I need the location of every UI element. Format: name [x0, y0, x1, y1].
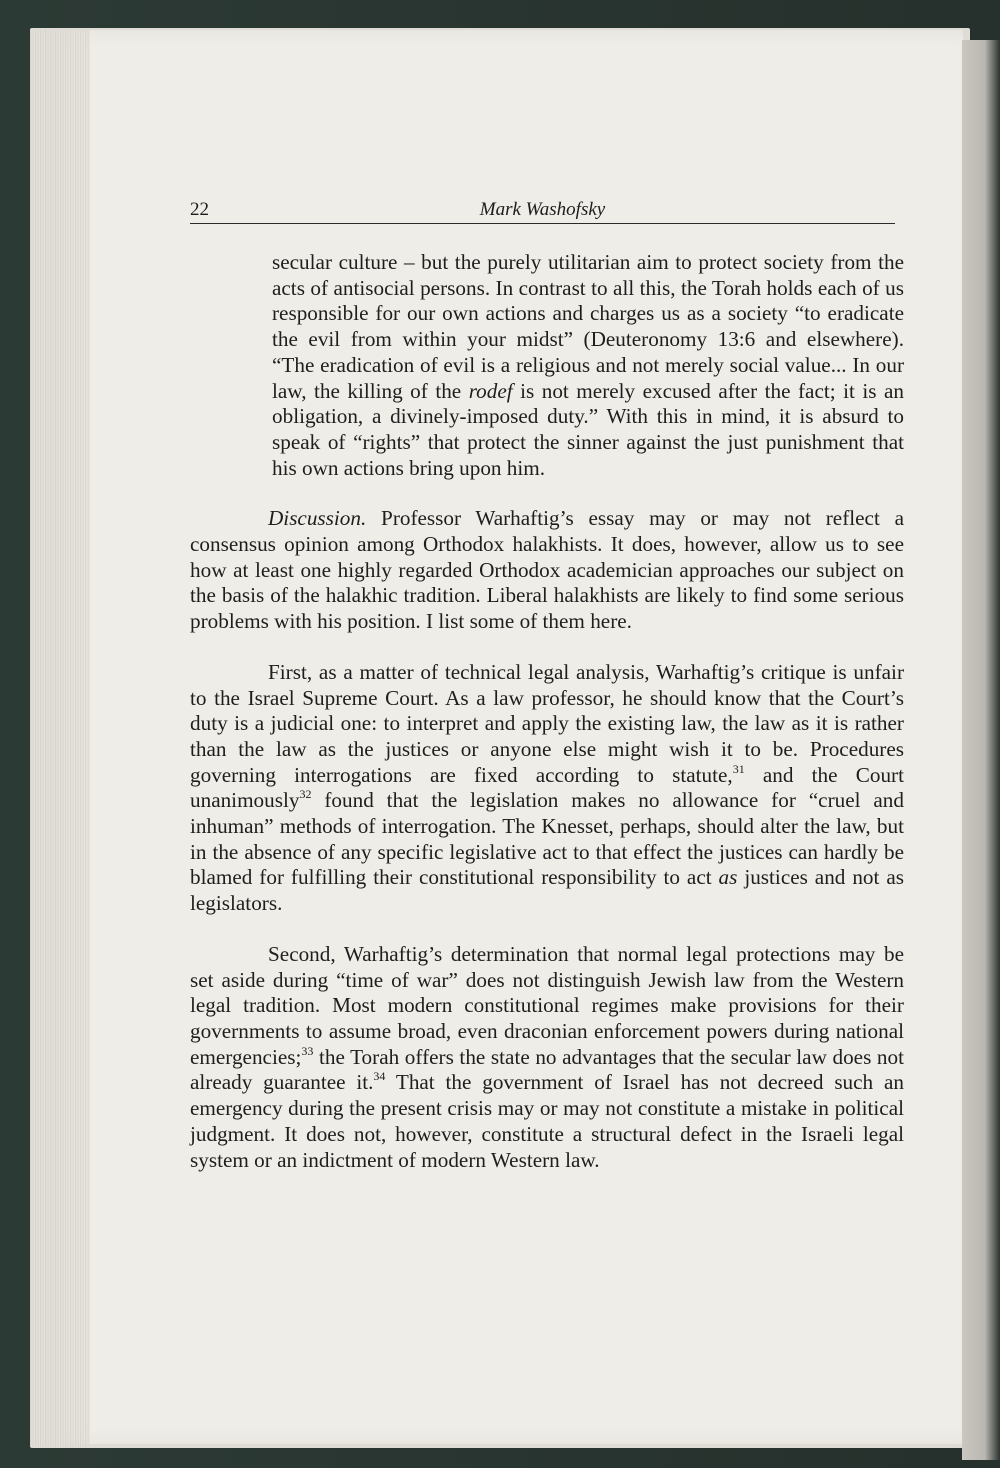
paragraph-second: [190, 942, 904, 1173]
second-text-b: the Torah offers the state no advantages that the secular law does not already guarantee it.: [190, 1044, 904, 1095]
quote-text-after: is not merely excused after the fact; it is an obligation, a divinely-imposed duty.” With this in mind, it is absurd to speak of “rights” that protect the sinner against the just punishment that his own actions bring upon him.: [272, 378, 905, 480]
discussion-text: Professor Warhaftig’s essay may or may not reflect a consensus opinion among Orthodox halakhists. It does, however, allow us to see how at least one highly regarded Orthodox academician approaches our subject on the basis of the halakhic tradition. Liberal halakhists are likely to find some serious problems with his position. I list some of them here.: [190, 506, 904, 634]
page-number: 22: [190, 199, 209, 220]
quote-italic-rodef: rodef: [468, 378, 513, 403]
quote-text-before: secular culture – but the purely utilitarian aim to protect society from the acts of antisocial persons. In contrast to all this, the Torah holds each of us responsible for our own actions and charges us as a society “to eradicate the evil from within your midst” (Deuteronomy 13:6 and elsewhere). “The eradication of evil is a religious and not merely social value... In our law, the killing of the: [272, 250, 904, 403]
first-text-b: and the Court unanimously: [190, 762, 904, 813]
first-text-a: First, as a matter of technical legal analysis, Warhaftig’s critique is unfair to the Israel Supreme Court. As a law professor, he should know that the Court’s duty is a judicial one: to interpret and apply the existing law, the law as it is rather than the law as the justices or anyone else might wish it to be. Procedures governing interrogations are fixed according to statute,: [190, 659, 904, 787]
block-quote: [272, 250, 904, 481]
paragraph-first: [190, 660, 904, 917]
footnote-ref-31: 31: [732, 761, 745, 776]
page-edges: [30, 30, 90, 1446]
footnote-ref-32: 32: [299, 787, 312, 802]
second-text-c: That the government of Israel has not decreed such an emergency during the present crisis may or may not constitute a mistake in political judgment. It does not, however, constitute a structural defect in the Israeli legal system or an indictment of modern Western law.: [190, 1070, 904, 1172]
first-italic-as: as: [718, 865, 738, 890]
first-text-c: found that the legislation makes no allowance for “cruel and inhuman” methods of interrogation. The Knesset, perhaps, should alter the law, but in the absence of any specific legislative act to that effect the justices can hardly be blamed for fulfilling their constitutional responsibility to act: [190, 788, 904, 890]
second-text-a: Second, Warhaftig’s determination that normal legal protections may be set aside during “time of war” does not distinguish Jewish law from the Western legal tradition. Most modern constitutional regimes make provisions for their governments to assume broad, even draconian enforcement powers during national emergencies;: [190, 941, 904, 1069]
text-body: [190, 250, 904, 1173]
page-header: [190, 197, 895, 224]
running-head: Mark Washofsky: [479, 199, 606, 220]
facing-page-edge: [962, 40, 1000, 1460]
footnote-ref-34: 34: [373, 1069, 386, 1084]
paragraph-discussion: [190, 506, 904, 635]
footnote-ref-33: 33: [301, 1043, 314, 1058]
first-text-d: justices and not as legislators.: [190, 865, 904, 916]
discussion-label: Discussion.: [268, 506, 367, 531]
